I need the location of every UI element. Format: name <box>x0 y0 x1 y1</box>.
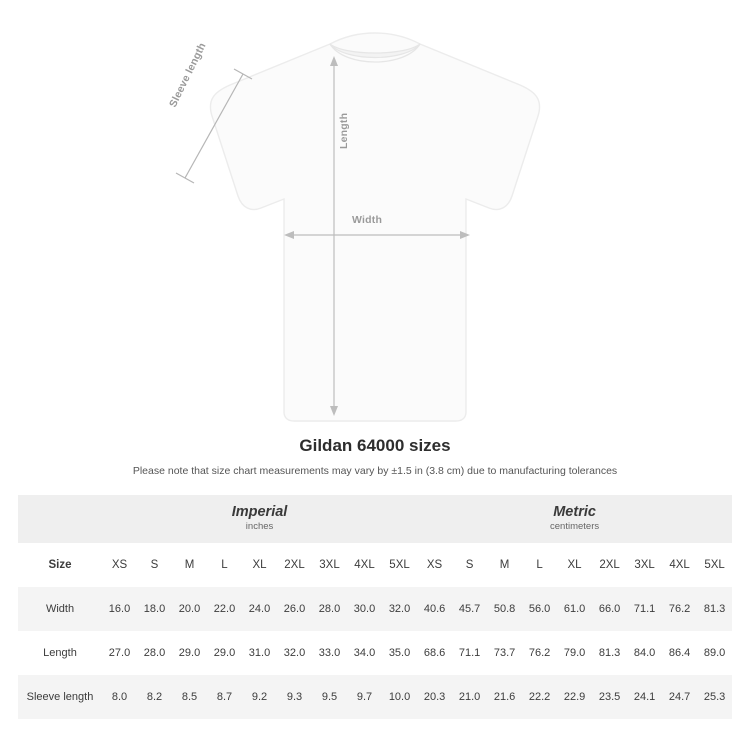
cell-sleeve-imperial-5xl: 10.0 <box>382 675 417 719</box>
cell-sleeve-imperial-3xl: 9.5 <box>312 675 347 719</box>
size-header-imperial-4xl: 4XL <box>347 543 382 587</box>
cell-length-imperial-xl: 31.0 <box>242 631 277 675</box>
length-label: Length <box>338 112 350 149</box>
size-header-label: Size <box>18 543 102 587</box>
size-header-imperial-l: L <box>207 543 242 587</box>
size-header-imperial-s: S <box>137 543 172 587</box>
cell-length-imperial-xs: 27.0 <box>102 631 137 675</box>
table-row <box>18 587 732 631</box>
table-row <box>18 631 732 675</box>
size-header-imperial-m: M <box>172 543 207 587</box>
cell-width-imperial-m: 20.0 <box>172 587 207 631</box>
cell-width-imperial-5xl: 32.0 <box>382 587 417 631</box>
cell-length-imperial-s: 28.0 <box>137 631 172 675</box>
cell-width-metric-2xl: 66.0 <box>592 587 627 631</box>
cell-length-imperial-3xl: 33.0 <box>312 631 347 675</box>
cell-sleeve-imperial-4xl: 9.7 <box>347 675 382 719</box>
cell-width-metric-l: 56.0 <box>522 587 557 631</box>
cell-width-imperial-3xl: 28.0 <box>312 587 347 631</box>
group-imperial-name: Imperial <box>231 503 288 520</box>
cell-width-imperial-2xl: 26.0 <box>277 587 312 631</box>
size-header-row <box>18 543 732 587</box>
group-imperial-cell <box>102 495 417 543</box>
tolerance-note: Please note that size chart measurements may vary by ±1.5 in (3.8 cm) due to manufacturing tolerances <box>132 465 618 477</box>
cell-length-imperial-4xl: 34.0 <box>347 631 382 675</box>
size-header-imperial-5xl: 5XL <box>382 543 417 587</box>
cell-width-metric-3xl: 71.1 <box>627 587 662 631</box>
size-header-metric-s: S <box>452 543 487 587</box>
size-table-container <box>18 495 732 719</box>
cell-sleeve-metric-m: 21.6 <box>487 675 522 719</box>
group-metric-name: Metric <box>553 503 596 520</box>
cell-length-imperial-l: 29.0 <box>207 631 242 675</box>
size-header-metric-l: L <box>522 543 557 587</box>
group-metric-unit: centimeters <box>550 521 600 533</box>
cell-width-imperial-xl: 24.0 <box>242 587 277 631</box>
cell-width-metric-5xl: 81.3 <box>697 587 732 631</box>
cell-sleeve-metric-5xl: 25.3 <box>697 675 732 719</box>
cell-length-metric-3xl: 84.0 <box>627 631 662 675</box>
row-label-width: Width <box>18 587 102 631</box>
cell-sleeve-metric-xs: 20.3 <box>417 675 452 719</box>
unit-group-row <box>18 495 732 543</box>
size-header-metric-3xl: 3XL <box>627 543 662 587</box>
cell-sleeve-imperial-m: 8.5 <box>172 675 207 719</box>
cell-sleeve-imperial-xs: 8.0 <box>102 675 137 719</box>
cell-length-metric-4xl: 86.4 <box>662 631 697 675</box>
cell-length-imperial-m: 29.0 <box>172 631 207 675</box>
cell-length-metric-m: 73.7 <box>487 631 522 675</box>
cell-length-metric-l: 76.2 <box>522 631 557 675</box>
size-header-imperial-xs: XS <box>102 543 137 587</box>
cell-width-metric-4xl: 76.2 <box>662 587 697 631</box>
group-imperial-unit: inches <box>245 521 274 533</box>
cell-width-imperial-l: 22.0 <box>207 587 242 631</box>
cell-length-imperial-2xl: 32.0 <box>277 631 312 675</box>
cell-width-imperial-xs: 16.0 <box>102 587 137 631</box>
cell-width-metric-xs: 40.6 <box>417 587 452 631</box>
size-table <box>18 495 732 719</box>
size-header-imperial-xl: XL <box>242 543 277 587</box>
cell-length-metric-xs: 68.6 <box>417 631 452 675</box>
cell-width-imperial-4xl: 30.0 <box>347 587 382 631</box>
row-label-length: Length <box>18 631 102 675</box>
size-header-metric-xl: XL <box>557 543 592 587</box>
size-header-imperial-3xl: 3XL <box>312 543 347 587</box>
cell-length-metric-s: 71.1 <box>452 631 487 675</box>
cell-length-metric-2xl: 81.3 <box>592 631 627 675</box>
sleeve-length-label: Sleeve length <box>167 40 209 110</box>
cell-sleeve-metric-l: 22.2 <box>522 675 557 719</box>
group-spacer-cell <box>18 495 102 543</box>
cell-length-metric-xl: 79.0 <box>557 631 592 675</box>
cell-sleeve-imperial-xl: 9.2 <box>242 675 277 719</box>
size-header-metric-4xl: 4XL <box>662 543 697 587</box>
cell-width-metric-xl: 61.0 <box>557 587 592 631</box>
size-header-imperial-2xl: 2XL <box>277 543 312 587</box>
cell-length-metric-5xl: 89.0 <box>697 631 732 675</box>
cell-width-metric-s: 45.7 <box>452 587 487 631</box>
cell-sleeve-metric-3xl: 24.1 <box>627 675 662 719</box>
cell-length-imperial-5xl: 35.0 <box>382 631 417 675</box>
cell-sleeve-imperial-l: 8.7 <box>207 675 242 719</box>
size-header-metric-m: M <box>487 543 522 587</box>
cell-sleeve-imperial-2xl: 9.3 <box>277 675 312 719</box>
size-header-metric-5xl: 5XL <box>697 543 732 587</box>
cell-width-metric-m: 50.8 <box>487 587 522 631</box>
cell-width-imperial-s: 18.0 <box>137 587 172 631</box>
width-label: Width <box>352 214 383 226</box>
page-title: Gildan 64000 sizes <box>299 436 451 455</box>
size-header-metric-2xl: 2XL <box>592 543 627 587</box>
table-row <box>18 675 732 719</box>
group-metric-cell <box>417 495 732 543</box>
cell-sleeve-metric-4xl: 24.7 <box>662 675 697 719</box>
cell-sleeve-metric-2xl: 23.5 <box>592 675 627 719</box>
cell-sleeve-imperial-s: 8.2 <box>137 675 172 719</box>
size-header-metric-xs: XS <box>417 543 452 587</box>
cell-sleeve-metric-xl: 22.9 <box>557 675 592 719</box>
cell-sleeve-metric-s: 21.0 <box>452 675 487 719</box>
row-label-sleeve-length: Sleeve length <box>18 675 102 719</box>
